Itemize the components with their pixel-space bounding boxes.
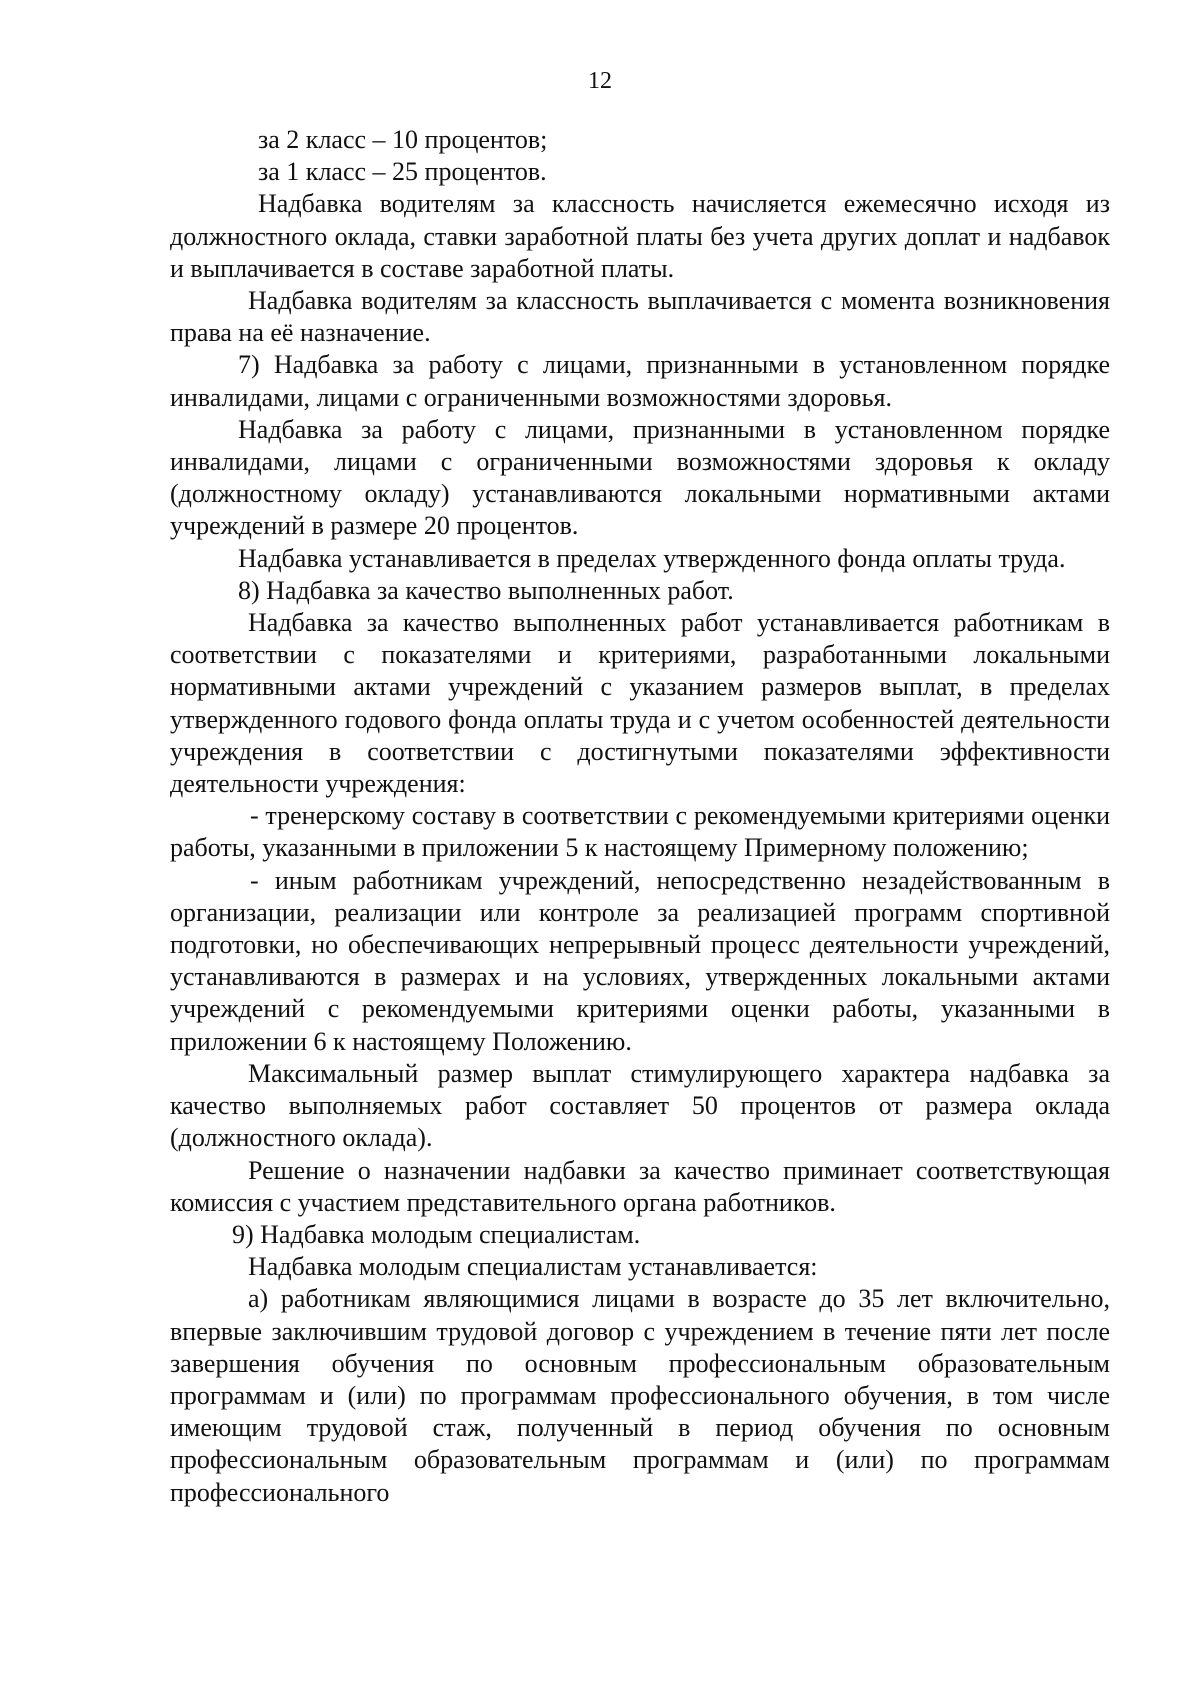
section-heading: 9) Надбавка молодым специалистам. (232, 1219, 641, 1249)
paragraph: за 2 класс – 10 процентов; (258, 125, 548, 154)
paragraph: за 1 класс – 25 процентов. (258, 157, 547, 187)
list-item: - иным работникам учреждений, непосредственно незадействованным в организации, реализации или контроле за реализацией программ спортивной подготовки, но обеспечивающих непрерывный процесс деятельности учреждений, устанавливаются в размерах и на условиях, утвержденных локальными актами учреждений с рекомендуемыми критериями оценки работы, указанными в приложении 6 к настоящему Положению. (170, 865, 1110, 1056)
paragraph: Надбавка за качество выполненных работ устанавливается работникам в соответствии с показателями и критериями, разработанными локальными нормативными актами учреждений с указанием размеров выплат, в пределах утвержденного годового фонда оплаты труда и с учетом особенностей деятельности учреждения в соответствии с достигнутыми показателями эффективности деятельности учреждения: (170, 608, 1110, 799)
paragraph: Надбавка за работу с лицами, признанными в установленном порядке инвалидами, лицами с ограниченными возможностями здоровья к окладу (должностному окладу) устанавливаются локальными нормативными актами учреждений в размере 20 процентов. (170, 414, 1110, 541)
paragraph: Решение о назначении надбавки за качество приминает соответствующая комиссия с участием представительного органа работников. (170, 1155, 1110, 1217)
paragraph: Надбавка водителям за классность выплачивается с момента возникновения права на её назначение. (170, 286, 1110, 348)
list-item: - тренерскому составу в соответствии с рекомендуемыми критериями оценки работы, указанными в приложении 5 к настоящему Примерному положению; (170, 801, 1110, 863)
page-number: 12 (588, 68, 612, 94)
paragraph: Надбавка водителям за классность начисляется ежемесячно исходя из должностного оклада, ставки заработной платы без учета других доплат и надбавок и выплачивается в составе заработной платы. (170, 189, 1110, 283)
paragraph: Надбавка устанавливается в пределах утвержденного фонда оплаты труда. (238, 543, 1066, 573)
document-body (170, 124, 1110, 1509)
list-item: а) работникам являющимися лицами в возрасте до 35 лет включительно, впервые заключившим трудовой договор с учреждением в течение пяти лет после завершения обучения по основным профессиональным образовательным программам и (или) по программам профессионального обучения, в том числе имеющим трудовой стаж, полученный в период обучения по основным профессиональным образовательным программам и (или) по программам профессионального (170, 1284, 1110, 1507)
section-heading: 8) Надбавка за качество выполненных работ. (238, 575, 734, 605)
section-heading: 7) Надбавка за работу с лицами, признанными в установленном порядке инвалидами, лицами с ограниченными возможностями здоровья. (170, 350, 1110, 412)
paragraph: Надбавка молодым специалистам устанавливается: (248, 1252, 818, 1282)
paragraph: Максимальный размер выплат стимулирующего характера надбавка за качество выполняемых работ составляет 50 процентов от размера оклада (должностного оклада). (170, 1058, 1110, 1153)
